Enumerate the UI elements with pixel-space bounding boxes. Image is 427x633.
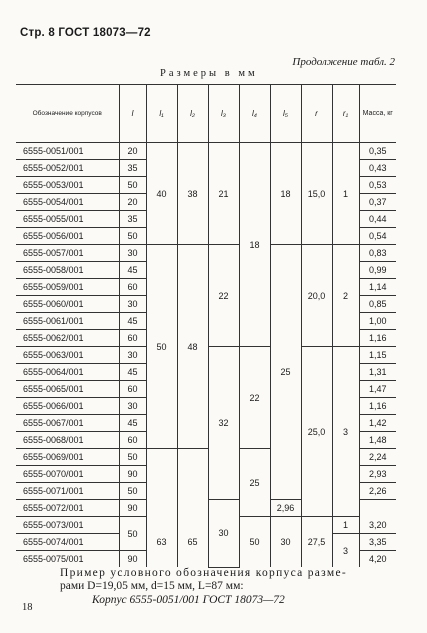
designation-cell: 6555-0059/001 (16, 279, 119, 296)
designation-cell: 6555-0074/001 (16, 534, 119, 551)
table-row (16, 143, 396, 160)
mass-cell: 3,20 (359, 517, 396, 534)
mass-cell: 2,24 (359, 449, 396, 466)
designation-cell: 6555-0065/001 (16, 381, 119, 398)
l-cell: 50 (119, 177, 146, 194)
mass-cell: 0,85 (359, 296, 396, 313)
mass-cell: 2,26 (359, 483, 396, 500)
l-cell: 60 (119, 381, 146, 398)
r1-cell: 1 (332, 143, 359, 245)
l1-cell: 40 (146, 143, 177, 245)
r-cell: 27,5 (301, 517, 332, 568)
l-cell: 20 (119, 143, 146, 160)
header-l: l (119, 85, 146, 143)
designation-cell: 6555-0068/001 (16, 432, 119, 449)
mass-cell: 0,53 (359, 177, 396, 194)
mass-cell: 2,93 (359, 466, 396, 483)
mass-cell: 0,44 (359, 211, 396, 228)
mass-cell: 1,16 (359, 330, 396, 347)
l-cell: 30 (119, 245, 146, 262)
l5-cell: 18 (270, 143, 301, 245)
l2-cell: 38 (177, 143, 208, 245)
l-cell: 90 (119, 500, 146, 517)
l-cell: 50 (119, 228, 146, 245)
mass-cell: 0,99 (359, 262, 396, 279)
example-line-1: Пример условного обозначения корпуса разме- (60, 567, 347, 579)
example-line-2: рами D=19,05 мм, d=15 мм, L=87 мм: (60, 580, 244, 592)
l-cell: 35 (119, 160, 146, 177)
designation-cell: 6555-0072/001 (16, 500, 119, 517)
table-header-row (16, 85, 396, 143)
l3-cell: 32 (208, 347, 239, 500)
header-l1: l₁ (146, 85, 177, 143)
housing-dimensions-table (16, 84, 396, 568)
mass-cell: 1,14 (359, 279, 396, 296)
page-header: Стр. 8 ГОСТ 18073—72 (20, 27, 151, 39)
designation-cell: 6555-0058/001 (16, 262, 119, 279)
mass-cell: 1,48 (359, 432, 396, 449)
l-cell: 50 (119, 517, 146, 551)
r1-cell: 3 (332, 534, 359, 568)
mass-cell: 0,43 (359, 160, 396, 177)
l-cell: 50 (119, 449, 146, 466)
l-cell: 45 (119, 415, 146, 432)
mass-cell: 4,20 (359, 551, 396, 568)
r1-cell: 3 (332, 347, 359, 517)
designation-cell: 6555-0053/001 (16, 177, 119, 194)
mass-cell: 0,54 (359, 228, 396, 245)
l-cell: 90 (119, 551, 146, 568)
l1-cell (146, 449, 177, 517)
r-cell: 15,0 (301, 143, 332, 245)
designation-cell: 6555-0060/001 (16, 296, 119, 313)
mass-cell: 0,35 (359, 143, 396, 160)
example-line-3: Корпус 6555-0051/001 ГОСТ 18073—72 (92, 594, 285, 606)
header-r1: r₁ (332, 85, 359, 143)
designation-cell: 6555-0055/001 (16, 211, 119, 228)
mass-cell: 0,83 (359, 245, 396, 262)
designation-cell: 6555-0069/001 (16, 449, 119, 466)
page-number: 18 (22, 602, 33, 613)
l-cell: 45 (119, 364, 146, 381)
l-cell: 20 (119, 194, 146, 211)
l-cell: 30 (119, 347, 146, 364)
designation-cell: 6555-0056/001 (16, 228, 119, 245)
designation-cell: 6555-0071/001 (16, 483, 119, 500)
designation-cell: 6555-0064/001 (16, 364, 119, 381)
l4-cell: 30 (270, 517, 301, 568)
l-cell: 30 (119, 296, 146, 313)
l5-cell: 30 (208, 500, 239, 568)
mass-cell: 1,00 (359, 313, 396, 330)
l2-cell (177, 449, 208, 517)
l2-cell: 65 (177, 517, 208, 568)
l-cell: 90 (119, 466, 146, 483)
header-mass: Масса, кг (359, 85, 396, 143)
mass-cell: 2,96 (270, 500, 301, 517)
mass-cell: 1,42 (359, 415, 396, 432)
designation-cell: 6555-0057/001 (16, 245, 119, 262)
designation-cell: 6555-0052/001 (16, 160, 119, 177)
designation-cell: 6555-0051/001 (16, 143, 119, 160)
header-designation: Обозначение корпусов (16, 85, 119, 143)
header-l2: l₂ (177, 85, 208, 143)
mass-cell: 0,37 (359, 194, 396, 211)
l-cell: 45 (119, 313, 146, 330)
designation-cell: 6555-0061/001 (16, 313, 119, 330)
header-r: r (301, 85, 332, 143)
mass-cell: 1,31 (359, 364, 396, 381)
l-cell: 30 (119, 398, 146, 415)
mass-cell: 1,15 (359, 347, 396, 364)
l-cell: 45 (119, 262, 146, 279)
l-cell: 60 (119, 330, 146, 347)
designation-cell: 6555-0075/001 (16, 551, 119, 568)
designation-cell: 6555-0073/001 (16, 517, 119, 534)
l4-cell: 18 (239, 143, 270, 347)
r1-cell: 1 (332, 517, 359, 534)
units-caption: Размеры в мм (160, 68, 258, 79)
designation-cell: 6555-0067/001 (16, 415, 119, 432)
mass-cell: 3,35 (359, 534, 396, 551)
table-row (16, 517, 396, 534)
l-cell: 50 (119, 483, 146, 500)
header-l4: l₄ (239, 85, 270, 143)
header-l3: l₃ (208, 85, 239, 143)
l5-cell: 25 (270, 245, 301, 500)
designation-cell: 6555-0066/001 (16, 398, 119, 415)
designation-cell: 6555-0070/001 (16, 466, 119, 483)
mass-cell: 1,47 (359, 381, 396, 398)
designation-cell: 6555-0063/001 (16, 347, 119, 364)
r-cell: 20,0 (301, 245, 332, 347)
designation-cell: 6555-0054/001 (16, 194, 119, 211)
table-row (16, 245, 396, 262)
l-cell: 60 (119, 279, 146, 296)
r-cell: 25,0 (301, 347, 332, 517)
r1-cell: 2 (332, 245, 359, 347)
l3-cell: 50 (239, 517, 270, 568)
l3-cell: 21 (208, 143, 239, 245)
mass-cell: 1,16 (359, 398, 396, 415)
l2-cell: 48 (177, 245, 208, 449)
l-cell: 35 (119, 211, 146, 228)
l-cell: 60 (119, 432, 146, 449)
designation-example (60, 567, 405, 607)
l1-cell: 50 (146, 245, 177, 449)
table-continuation-note: Продолжение табл. 2 (292, 56, 395, 68)
l3-cell: 22 (208, 245, 239, 347)
l4-cell: 22 (239, 347, 270, 449)
header-l5: l₅ (270, 85, 301, 143)
designation-cell: 6555-0062/001 (16, 330, 119, 347)
l1-cell: 63 (146, 517, 177, 568)
l4-cell: 25 (239, 449, 270, 517)
